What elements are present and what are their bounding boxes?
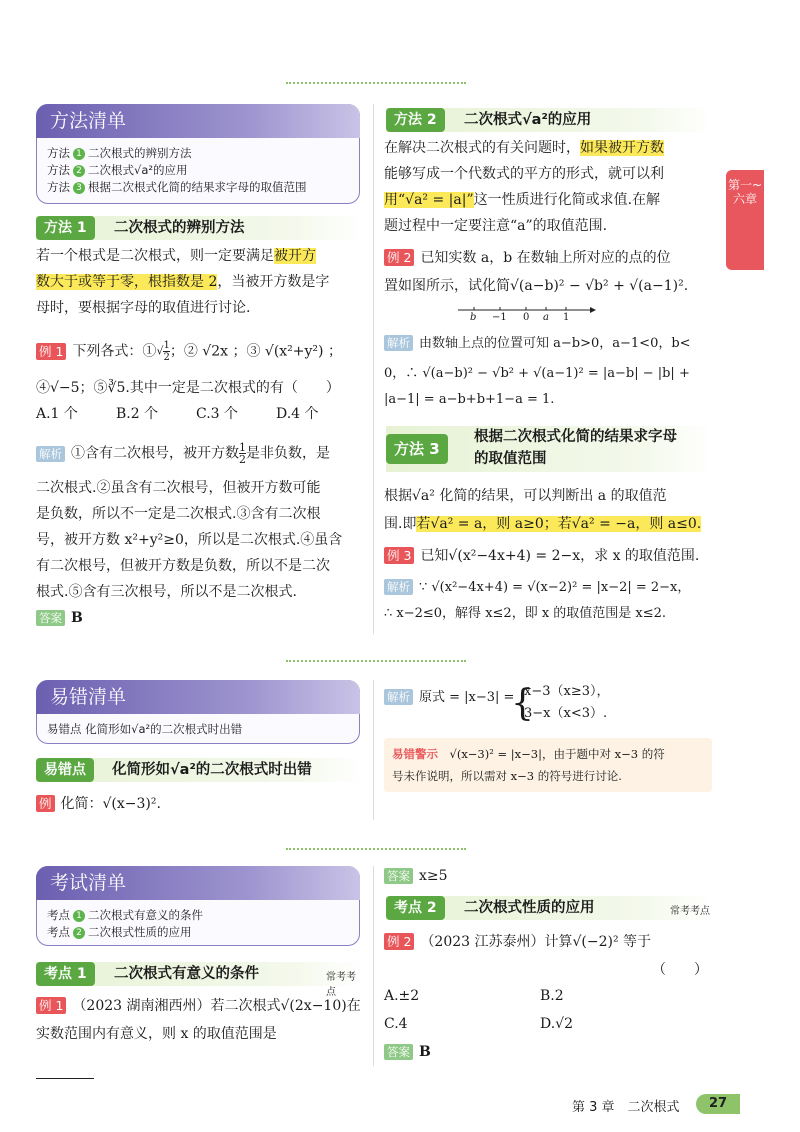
exam-point-1-bar	[36, 962, 362, 998]
analysis-1-line1: 解析 ①含有二次根号，被开方数 $\frac{1}{2}$ 是非负数，是	[36, 442, 330, 465]
method-1-title: 二次根式的辨别方法	[114, 220, 245, 236]
example-1-line2: ④√−5；⑤∛5.其中一定是二次根式的有（ ）	[36, 380, 340, 396]
method-1-tag: 方法 1	[36, 216, 95, 240]
exam-answer-1: 答案 x≥5	[384, 866, 448, 886]
example-3: 例 3 已知√(x²−4x+4) = 2−x，求 x 的取值范围.	[384, 546, 699, 566]
analysis-3-line1: 解析 ∵ √(x²−4x+4) = √(x−2)² = |x−2| = 2−x，	[384, 578, 690, 598]
m3-para-line1: 根据√a² 化简的结果，可以判断出 a 的取值范	[384, 488, 667, 504]
number-line	[456, 304, 596, 326]
exam-list-box	[36, 866, 360, 946]
case-brace: {	[511, 683, 534, 724]
exam-example-1-line2: 实数范围内有意义，则 x 的取值范围是	[36, 1026, 277, 1042]
exam-point-2-tag: 考点 2	[386, 896, 445, 920]
analysis-3-line2: ∴ x−2≤0，解得 x≤2，即 x 的取值范围是 x≤2.	[384, 606, 667, 621]
exam-example-1-line1: 例 1 （2023 湖南湘西州）若二次根式√(2x−10)在	[36, 996, 361, 1016]
method-3-title-line1: 根据二次根式化简的结果求字母	[474, 429, 677, 445]
column-divider	[373, 104, 374, 634]
axis-label-0: 0	[523, 312, 530, 323]
method-list-title: 方法清单	[36, 104, 360, 138]
exam-option-a: A.±2	[384, 988, 420, 1004]
option-c: C.3 个	[196, 406, 239, 422]
middle-divider	[286, 660, 466, 664]
method-list-box	[36, 104, 360, 204]
exam-point-2-bar	[386, 896, 712, 920]
m2-para-line2: 能够写成一个代数式的平方的形式，就可以利	[384, 166, 664, 182]
method-2-tag: 方法 2	[386, 108, 445, 132]
option-d: D.4 个	[276, 406, 319, 422]
error-list-item: 易错点 化简形如√a²的二次根式时出错	[47, 722, 243, 736]
exam-point-2-title: 二次根式性质的应用	[464, 900, 595, 916]
method-3-bar	[386, 426, 712, 472]
axis-label-b: b	[470, 312, 477, 323]
method-2-bar	[386, 108, 712, 132]
error-warning-box	[384, 738, 712, 792]
axis-label-1: 1	[563, 312, 570, 323]
example-2-line2: 置如图所示，试化简√(a−b)² − √b² + √(a−1)².	[384, 278, 689, 294]
page-number: 27	[696, 1094, 740, 1114]
error-list-box	[36, 680, 360, 744]
lower-divider	[286, 848, 466, 852]
warning-line2: 号未作说明，所以需对 x−3 的符号进行讨论.	[392, 769, 622, 783]
column-divider-2	[373, 680, 374, 820]
analysis-2-line1: 解析 由数轴上点的位置可知 a−b>0，a−1<0，b<	[384, 334, 691, 354]
exam-option-b: B.2	[540, 988, 564, 1004]
error-point-bar	[36, 758, 362, 782]
axis-label-neg1: −1	[492, 312, 507, 323]
analysis-1-line2: 二次根式.②虽含有二次根号，但被开方数可能	[36, 480, 321, 496]
chapter-side-tab: 第一~六章	[726, 170, 764, 270]
m1-para-line3: 母时，要根据字母的取值进行讨论.	[36, 300, 251, 316]
method-3-tag: 方法 3	[386, 434, 448, 464]
error-point-tag: 易错点	[36, 758, 94, 782]
warning-line1: 易错警示 √(x−3)² = |x−3|，由于题中对 x−3 的符	[392, 747, 665, 761]
answer-1: 答案 B	[36, 608, 83, 628]
exam-answer-2: 答案 B	[384, 1042, 431, 1062]
example-1-line1: 例 1 下列各式：①√ $\frac{1}{2}$ ；② √2x ；③ √(x²+y²) ；	[36, 340, 342, 363]
m3-para-line2: 围.即若√a² = a，则 a≥0；若√a² = −a，则 a≤0.	[384, 516, 702, 532]
exam-option-d: D.√2	[540, 1016, 574, 1032]
analysis-2-line3: |a−1| = a−b+b+1−a = 1.	[384, 392, 555, 407]
footer-chapter: 第 3 章 二次根式	[572, 1100, 680, 1115]
method-3-title-line2: 的取值范围	[474, 451, 547, 467]
option-b: B.2 个	[116, 406, 159, 422]
error-list-title: 易错清单	[36, 680, 360, 714]
example-2-line1: 例 2 已知实数 a，b 在数轴上所对应的点的位	[384, 248, 671, 268]
method-2-title: 二次根式√a²的应用	[464, 112, 592, 128]
m2-para-line4: 题过程中一定要注意“a”的取值范围.	[384, 218, 608, 234]
exam-list-item-2: 考点 2 二次根式性质的应用	[47, 925, 192, 939]
case-1: x−3（x≥3），	[524, 684, 610, 699]
analysis-2-line2: 0，∴ √(a−b)² − √b² + √(a−1)² = |a−b| − |b| +	[384, 366, 690, 381]
exam-point-1-tag: 考点 1	[36, 962, 95, 986]
warning-label: 易错警示	[392, 747, 438, 761]
analysis-1-line3: 是负数，所以不一定是二次根式.③含有二次根	[36, 506, 321, 522]
method-1-bar	[36, 216, 362, 240]
exam-list-item-1: 考点 1 二次根式有意义的条件	[47, 908, 203, 922]
exam-list-title: 考试清单	[36, 866, 360, 900]
answer-blank	[36, 1064, 94, 1083]
m1-para-line1: 若一个根式是二次根式，则一定要满足被开方	[36, 248, 316, 264]
error-analysis: 解析 原式 = |x−3| =	[384, 688, 514, 708]
exam-example-2-paren: （ ）	[652, 962, 708, 978]
m2-para-line3: 用“√a² = |a|”这一性质进行化简或求值.在解	[384, 192, 661, 208]
m1-para-line2: 数大于或等于零，根指数是 2，当被开方数是字	[36, 274, 330, 290]
error-point-title: 化简形如√a²的二次根式时出错	[112, 762, 312, 778]
axis-label-a: a	[543, 312, 549, 323]
exam-point-1-note: 常考考点	[326, 972, 356, 998]
analysis-1-line5: 有二次根号，但被开方数是负数，所以不是二次	[36, 558, 330, 574]
fraction-half: √ $\frac{1}{2}$	[156, 340, 170, 363]
exam-point-2-note: 常考考点	[670, 906, 710, 917]
exam-example-2: 例 2 （2023 江苏泰州）计算√(−2)² 等于	[384, 932, 651, 952]
exam-option-c: C.4	[384, 1016, 408, 1032]
m2-para-line1: 在解决二次根式的有关问题时，如果被开方数	[384, 140, 664, 156]
method-list-item-1: 方法 1 二次根式的辨别方法	[47, 146, 192, 160]
error-example: 例 化简：√(x−3)².	[36, 794, 161, 814]
method-list-item-3: 方法 3 根据二次根式化简的结果求字母的取值范围	[47, 180, 307, 194]
analysis-1-line6: 根式.⑤含有三次根号，所以不是二次根式.	[36, 584, 297, 600]
top-divider	[286, 82, 466, 86]
method-list-item-2: 方法 2 二次根式√a²的应用	[47, 163, 188, 177]
analysis-1-line4: 号，被开方数 x²+y²≥0，所以是二次根式.④虽含	[36, 532, 343, 548]
case-2: 3−x（x<3）.	[524, 706, 608, 721]
option-a: A.1 个	[36, 406, 78, 422]
column-divider-3	[373, 866, 374, 1066]
exam-point-1-title: 二次根式有意义的条件	[114, 966, 259, 982]
